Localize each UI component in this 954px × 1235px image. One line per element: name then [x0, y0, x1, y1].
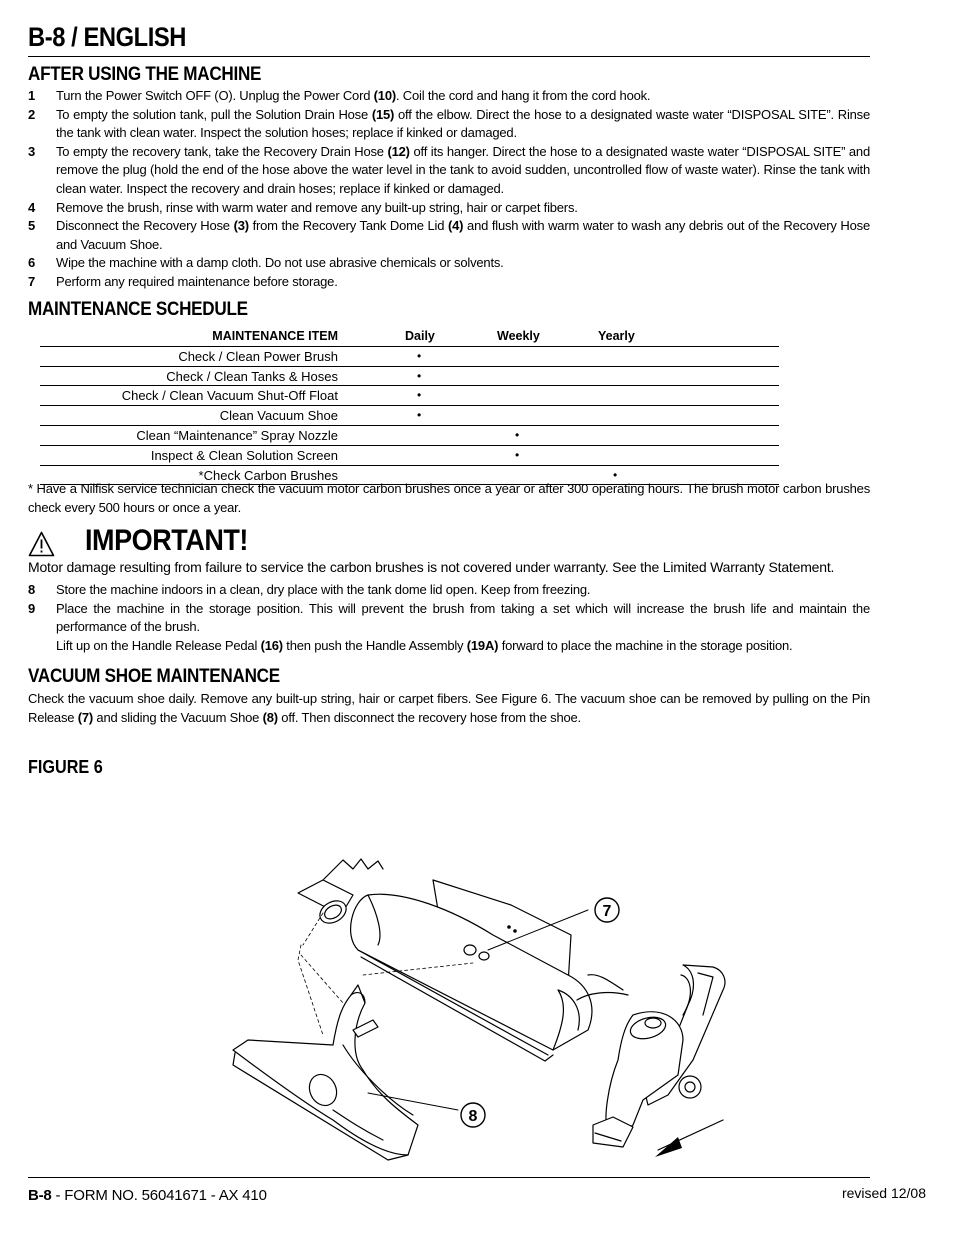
text-run: Lift up on the Handle Release Pedal: [56, 637, 261, 653]
maintenance-row: [40, 385, 779, 405]
step-text: [56, 199, 870, 218]
maintenance-row: [40, 366, 779, 386]
callout-7: [595, 898, 619, 922]
brush-housing-drawing: [351, 880, 628, 1061]
reference-number: (12): [387, 143, 410, 159]
maintenance-item: Check / Clean Power Brush: [178, 348, 338, 364]
step-text: [56, 254, 870, 273]
step-text: [56, 217, 870, 254]
text-run: off. Then disconnect the recovery hose from the shoe.: [277, 709, 581, 725]
vacuum-shoe-text: [28, 690, 870, 727]
callout-8-label: 8: [468, 1108, 478, 1125]
text-run: from the Recovery Tank Dome Lid: [248, 218, 449, 234]
figure-6-illustration: [193, 855, 733, 1170]
step-text: [56, 600, 870, 637]
text-run: Place the machine in the storage position. This will prevent the brush from taking a set which will increase the brush life and maintain the performance of the brush.: [56, 600, 870, 635]
step-text: [56, 581, 870, 600]
footer-revised: revised 12/08: [841, 1185, 926, 1201]
step-item: [28, 217, 870, 254]
after-using-steps: [28, 87, 870, 292]
col-daily: Daily: [405, 329, 435, 343]
important-title: IMPORTANT!: [85, 524, 248, 557]
step-item: [28, 254, 870, 273]
step-subtext: [56, 637, 870, 656]
step-number: 4: [28, 199, 36, 215]
carbon-brush-footnote: * Have a Nilfisk service technician check the vacuum motor carbon brushes once a year or after 300 operating hours. The brush motor carbon brushes check every 500 hours or once a year.: [28, 481, 870, 515]
footer-page-ref: B-8: [28, 1187, 52, 1204]
footer-rule: [28, 1177, 870, 1178]
step-item: [28, 199, 870, 218]
text-run: off the elbow. Direct the hose to a designated waste water “DISPOSAL SITE”. Rinse the tank with clean water. Inspect the solution hoses; replace if kinked or damaged.: [56, 106, 870, 141]
schedule-bullet: •: [613, 467, 618, 482]
text-run: forward to place the machine in the storage position.: [498, 637, 793, 653]
reference-number: (4): [448, 218, 464, 234]
figure-title: FIGURE 6: [28, 757, 103, 777]
maintenance-item: Clean Vacuum Shoe: [219, 408, 338, 424]
col-yearly: Yearly: [598, 329, 635, 343]
reference-number: (15): [371, 106, 395, 122]
step-number: 3: [28, 143, 36, 159]
vacuum-shoe-heading: VACUUM SHOE MAINTENANCE: [28, 666, 280, 687]
col-weekly: Weekly: [497, 329, 540, 343]
step-text: [56, 273, 870, 292]
step-number: 7: [28, 273, 36, 289]
callout-8: [461, 1103, 485, 1127]
maintenance-table-body: [40, 346, 779, 486]
maintenance-row: [40, 346, 779, 366]
reference-number: (8): [262, 709, 278, 725]
maintenance-heading: MAINTENANCE SCHEDULE: [28, 299, 248, 320]
schedule-bullet: •: [417, 368, 422, 383]
text-run: and sliding the Vacuum Shoe: [93, 709, 263, 725]
vacuum-shoe-drawing: [233, 985, 418, 1160]
text-run: Store the machine indoors in a clean, dry place with the tank dome lid open. Keep from freezing.: [56, 582, 591, 597]
important-text: Motor damage resulting from failure to service the carbon brushes is not covered under warranty. See the Limited Warranty Statement.: [28, 559, 835, 575]
reference-number: (19A): [466, 637, 499, 653]
step-item: [28, 87, 870, 106]
step-text: [56, 87, 870, 106]
step-item: [28, 106, 870, 143]
step-number: 9: [28, 600, 36, 616]
maintenance-item: *Check Carbon Brushes: [198, 467, 338, 483]
warning-triangle-icon: [28, 531, 55, 557]
text-run: Wipe the machine with a damp cloth. Do not use abrasive chemicals or solvents.: [56, 255, 504, 271]
schedule-bullet: •: [417, 408, 422, 423]
page-title: B-8 / ENGLISH: [28, 22, 186, 52]
text-run: Remove the brush, rinse with warm water and remove any built-up string, hair or carpet fibers.: [56, 199, 578, 215]
col-maintenance-item: MAINTENANCE ITEM: [212, 329, 338, 343]
text-run: and flush with warm water to wash any debris out of the Recovery Hose and Vacuum Shoe.: [56, 218, 870, 252]
text-run: . Coil the cord and hang it from the cord hook.: [395, 88, 651, 103]
storage-steps: [28, 581, 870, 655]
reference-number: (10): [373, 88, 396, 103]
text-run: Check the vacuum shoe daily. Remove any built-up string, hair or carpet fibers. See Figure 6. The vacuum shoe can be removed by pulling on the Pin Release: [28, 691, 870, 725]
step-item: [28, 600, 870, 656]
schedule-bullet: •: [515, 447, 520, 462]
reference-number: (3): [233, 218, 249, 234]
schedule-bullet: •: [515, 427, 520, 442]
maintenance-item: Clean “Maintenance” Spray Nozzle: [136, 427, 338, 443]
callout-7-label: 7: [602, 903, 612, 920]
step-number: 5: [28, 218, 36, 234]
header-rule: [28, 56, 870, 57]
schedule-bullet: •: [417, 348, 422, 363]
text-run: Perform any required maintenance before storage.: [56, 273, 338, 289]
footer-form-text: - FORM NO. 56041671 - AX 410: [51, 1187, 267, 1204]
maintenance-item: Inspect & Clean Solution Screen: [150, 447, 338, 463]
maintenance-row: [40, 425, 779, 445]
reference-number: (7): [77, 709, 94, 725]
maintenance-table-header: [40, 327, 779, 346]
text-run: then push the Handle Assembly: [282, 637, 467, 653]
maintenance-item: Check / Clean Vacuum Shut-Off Float: [121, 388, 338, 404]
schedule-bullet: •: [417, 388, 422, 403]
after-using-heading: AFTER USING THE MACHINE: [28, 64, 262, 85]
text-run: To empty the recovery tank, take the Recovery Drain Hose: [56, 143, 388, 159]
step-item: [28, 143, 870, 199]
step-number: 2: [28, 106, 36, 122]
step-number: 6: [28, 255, 36, 271]
step-item: [28, 273, 870, 292]
maintenance-item: Check / Clean Tanks & Hoses: [166, 368, 338, 384]
step-item: [28, 581, 870, 600]
maintenance-table: [40, 327, 779, 485]
text-run: off its hanger. Direct the hose to a designated waste water “DISPOSAL SITE” and remove the plug (hold the end of the hose above the water level in the tank to avoid sudden, uncontrolled flow of waste water). Rinse the tank with clean water. Inspect the recovery and drain hoses; replace if kinked or damaged.: [56, 143, 870, 196]
text-run: To empty the solution tank, pull the Solution Drain Hose: [56, 106, 372, 122]
step-number: 1: [28, 88, 36, 103]
step-number: 8: [28, 582, 36, 597]
step-text: [56, 143, 870, 199]
step-text: [56, 106, 870, 143]
footer-form-number: [28, 1187, 267, 1204]
text-run: Turn the Power Switch OFF (O). Unplug the Power Cord: [56, 88, 374, 103]
text-run: Disconnect the Recovery Hose: [56, 218, 234, 234]
reference-number: (16): [260, 637, 283, 653]
maintenance-row: [40, 445, 779, 465]
maintenance-row: [40, 405, 779, 425]
